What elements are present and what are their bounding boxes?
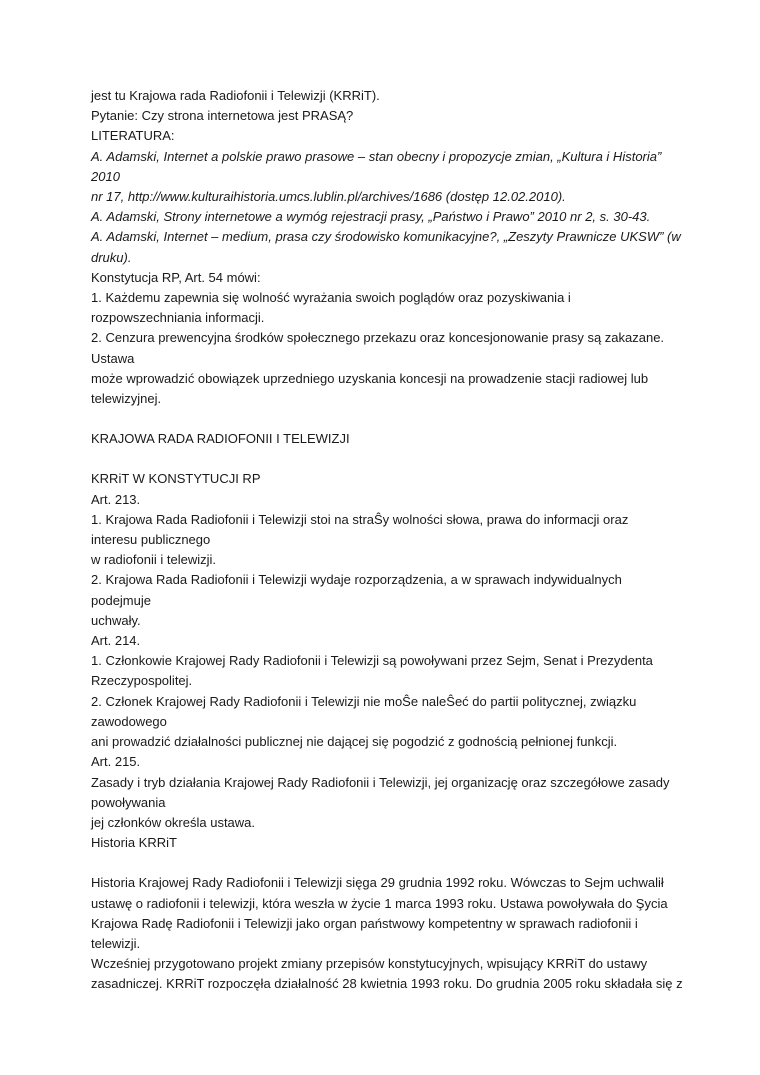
- text-line: 1. Każdemu zapewnia się wolność wyrażania swoich poglądów oraz pozyskiwania i: [91, 290, 571, 306]
- text-line: zawodowego: [91, 713, 167, 729]
- document-page: [91, 86, 691, 995]
- section-heading: KRAJOWA RADA RADIOFONII I TELEWIZJI: [91, 431, 350, 447]
- text-line: A. Adamski, Internet a polskie prawo prasowe – stan obecny i propozycje zmian, „Kultura i Historia”: [91, 148, 662, 164]
- text-line: nr 17, http://www.kulturaihistoria.umcs.lublin.pl/archives/1686 (dostęp 12.02.2010).: [91, 189, 566, 205]
- text-line: jest tu Krajowa rada Radiofonii i Telewizji (KRRiT).: [91, 88, 380, 103]
- text-line: może wprowadzić obowiązek uprzedniego uzyskania koncesji na prowadzenie stacji radiowej lub: [91, 370, 649, 386]
- text-line: telewizyjnej.: [91, 391, 162, 407]
- text-line: ustawę o radiofonii i telewizji, która weszła w życie 1 marca 1993 roku. Ustawa powoływała do Şycia: [91, 895, 668, 911]
- text-line: w radiofonii i telewizji.: [91, 552, 216, 568]
- text-line: LITERATURA:: [91, 128, 175, 144]
- text-line: Historia Krajowej Rady Radiofonii i Telewizji sięga 29 grudnia 1992 roku. Wówczas to Sejm uchwalił: [91, 875, 664, 891]
- text-line: Zasady i tryb działania Krajowej Rady Radiofonii i Telewizji, jej organizację oraz szczegółowe zasady: [91, 774, 670, 790]
- text-line: Art. 214.: [91, 633, 141, 649]
- text-line: powoływania: [91, 794, 166, 810]
- text-line: 1. Krajowa Rada Radiofonii i Telewizji stoi na straŜy wolności słowa, prawa do informacji oraz: [91, 511, 629, 527]
- text-line: Krajowa Radę Radiofonii i Telewizji jako organ państwowy kompetentny w sprawach radiofonii i: [91, 915, 638, 931]
- text-line: ani prowadzić działalności publicznej nie dającej się pogodzić z godnością pełnionej funkcji.: [91, 734, 618, 750]
- history-paragraph-block: [91, 873, 691, 994]
- intro-literature-block: [91, 86, 691, 409]
- text-line: 1. Członkowie Krajowej Rady Radiofonii i Telewizji są powoływani przez Sejm, Senat i Prezydenta: [91, 653, 653, 669]
- text-line: interesu publicznego: [91, 532, 211, 548]
- text-line: Historia KRRiT: [91, 835, 177, 851]
- text-line: Wcześniej przygotowano projekt zmiany przepisów konstytucyjnych, wpisujący KRRiT do ustawy: [91, 956, 648, 972]
- text-line: podejmuje: [91, 592, 151, 608]
- text-line: druku).: [91, 249, 132, 265]
- spacer: [91, 853, 691, 873]
- text-line: 2. Krajowa Rada Radiofonii i Telewizji wydaje rozporządzenia, a w sprawach indywidualnych: [91, 572, 622, 588]
- text-line: jej członków określa ustawa.: [91, 814, 256, 830]
- text-line: Ustawa: [91, 350, 135, 366]
- text-line: 2. Cenzura prewencyjna środków społecznego przekazu oraz koncesjonowanie prasy są zakazane.: [91, 330, 665, 346]
- spacer: [91, 449, 691, 469]
- text-line: uchwały.: [91, 612, 141, 628]
- text-line: KRRiT W KONSTYTUCJI RP: [91, 471, 261, 487]
- constitution-articles-block: [91, 469, 691, 853]
- text-line: A. Adamski, Internet – medium, prasa czy środowisko komunikacyjne?, „Zeszyty Prawnicze UKSW” (w: [91, 229, 681, 245]
- text-line: zasadniczej. KRRiT rozpoczęła działalność 28 kwietnia 1993 roku. Do grudnia 2005 roku składała się z: [91, 976, 683, 992]
- text-line: 2. Członek Krajowej Rady Radiofonii i Telewizji nie moŜe naleŜeć do partii politycznej, związku: [91, 693, 637, 709]
- spacer: [91, 409, 691, 429]
- text-line: Rzeczypospolitej.: [91, 673, 193, 689]
- text-line: 2010: [91, 168, 120, 184]
- text-line: Pytanie: Czy strona internetowa jest PRASĄ?: [91, 108, 354, 124]
- text-line: telewizji.: [91, 935, 141, 951]
- text-line: Konstytucja RP, Art. 54 mówi:: [91, 269, 261, 285]
- text-line: A. Adamski, Strony internetowe a wymóg rejestracji prasy, „Państwo i Prawo” 2010 nr 2, s. 30-43.: [91, 209, 651, 225]
- text-line: Art. 213.: [91, 491, 141, 507]
- text-line: rozpowszechniania informacji.: [91, 310, 265, 326]
- text-line: Art. 215.: [91, 754, 141, 770]
